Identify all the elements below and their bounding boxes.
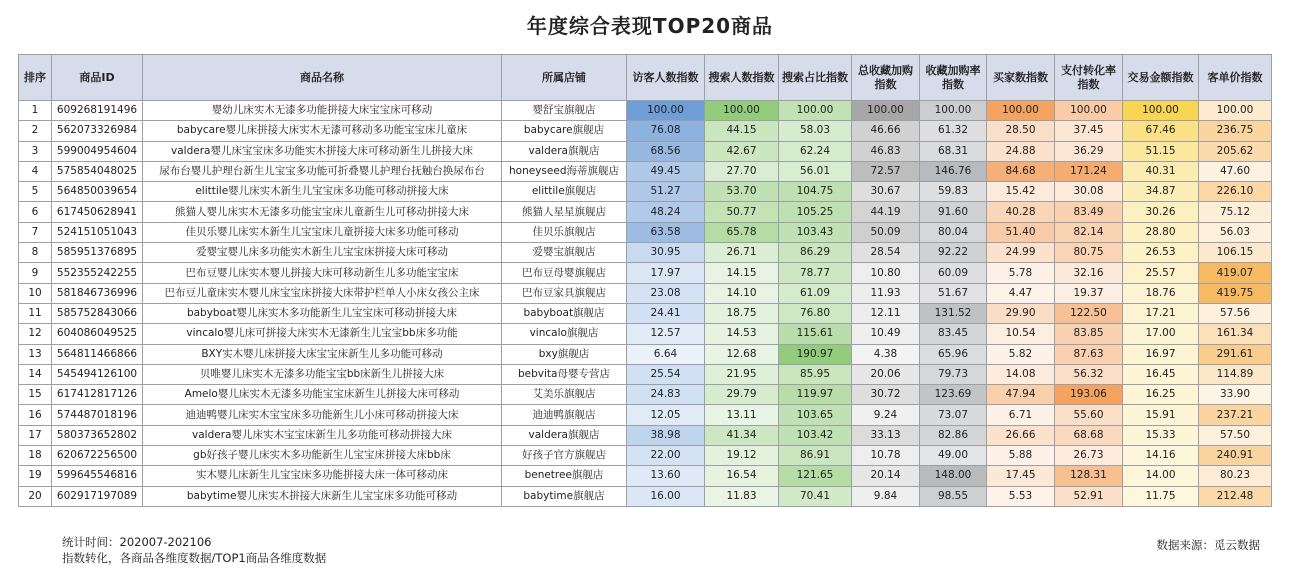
cell-visitors-index: 13.60 bbox=[627, 466, 705, 486]
cell-gmv-index: 40.31 bbox=[1123, 161, 1199, 181]
cell-search-users-index: 21.95 bbox=[705, 364, 779, 384]
cell-product-id: 585951376895 bbox=[52, 243, 143, 263]
cell-aov-index: 80.23 bbox=[1199, 466, 1272, 486]
cell-total-fav-cart-index: 20.06 bbox=[852, 364, 920, 384]
cell-fav-cart-rate-index: 98.55 bbox=[920, 486, 987, 506]
cell-aov-index: 114.89 bbox=[1199, 364, 1272, 384]
cell-search-share-index: 103.42 bbox=[779, 425, 852, 445]
cell-store: valdera旗舰店 bbox=[502, 425, 627, 445]
cell-search-share-index: 115.61 bbox=[779, 324, 852, 344]
table-row bbox=[19, 364, 1272, 384]
cell-gmv-index: 28.80 bbox=[1123, 222, 1199, 242]
cell-visitors-index: 12.57 bbox=[627, 324, 705, 344]
cell-fav-cart-rate-index: 100.00 bbox=[920, 101, 987, 121]
cell-total-fav-cart-index: 11.93 bbox=[852, 283, 920, 303]
cell-product-name: valdera婴儿床实木宝宝床新生儿多功能可移动拼接大床 bbox=[143, 425, 502, 445]
table-row bbox=[19, 202, 1272, 222]
cell-total-fav-cart-index: 20.14 bbox=[852, 466, 920, 486]
col-aov-index: 客单价指数 bbox=[1199, 55, 1272, 101]
cell-pay-conversion-index: 87.63 bbox=[1055, 344, 1123, 364]
cell-search-share-index: 76.80 bbox=[779, 303, 852, 323]
cell-product-name: babytime婴儿床实木拼接大床新生儿宝宝床多功能可移动 bbox=[143, 486, 502, 506]
cell-product-id: 620672256500 bbox=[52, 446, 143, 466]
cell-pay-conversion-index: 193.06 bbox=[1055, 385, 1123, 405]
cell-search-users-index: 14.15 bbox=[705, 263, 779, 283]
cell-rank: 10 bbox=[19, 283, 52, 303]
cell-search-share-index: 62.24 bbox=[779, 141, 852, 161]
cell-buyers-index: 47.94 bbox=[987, 385, 1055, 405]
cell-search-share-index: 56.01 bbox=[779, 161, 852, 181]
cell-store: 佳贝乐旗舰店 bbox=[502, 222, 627, 242]
cell-buyers-index: 10.54 bbox=[987, 324, 1055, 344]
cell-aov-index: 240.91 bbox=[1199, 446, 1272, 466]
cell-search-share-index: 100.00 bbox=[779, 101, 852, 121]
cell-fav-cart-rate-index: 51.67 bbox=[920, 283, 987, 303]
cell-search-users-index: 14.10 bbox=[705, 283, 779, 303]
cell-pay-conversion-index: 55.60 bbox=[1055, 405, 1123, 425]
cell-gmv-index: 67.46 bbox=[1123, 121, 1199, 141]
cell-search-users-index: 27.70 bbox=[705, 161, 779, 181]
cell-fav-cart-rate-index: 82.86 bbox=[920, 425, 987, 445]
cell-rank: 3 bbox=[19, 141, 52, 161]
cell-aov-index: 291.61 bbox=[1199, 344, 1272, 364]
cell-search-users-index: 12.68 bbox=[705, 344, 779, 364]
cell-product-name: 尿布台婴儿护理台新生儿宝宝多功能可折叠婴儿护理台抚触台换尿布台 bbox=[143, 161, 502, 181]
cell-product-name: 贝唯婴儿床实木无漆多功能宝宝bb床新生儿拼接大床 bbox=[143, 364, 502, 384]
cell-product-id: 617450628941 bbox=[52, 202, 143, 222]
cell-aov-index: 56.03 bbox=[1199, 222, 1272, 242]
cell-product-id: 545494126100 bbox=[52, 364, 143, 384]
cell-buyers-index: 24.88 bbox=[987, 141, 1055, 161]
cell-product-name: vincalo婴儿床可拼接大床实木无漆新生儿宝宝bb床多功能 bbox=[143, 324, 502, 344]
cell-store: 巴布豆母婴旗舰店 bbox=[502, 263, 627, 283]
cell-product-id: 564811466866 bbox=[52, 344, 143, 364]
cell-gmv-index: 14.16 bbox=[1123, 446, 1199, 466]
col-product-name: 商品名称 bbox=[143, 55, 502, 101]
cell-search-share-index: 86.91 bbox=[779, 446, 852, 466]
cell-gmv-index: 17.00 bbox=[1123, 324, 1199, 344]
cell-pay-conversion-index: 100.00 bbox=[1055, 101, 1123, 121]
cell-store: benetree旗舰店 bbox=[502, 466, 627, 486]
cell-gmv-index: 14.00 bbox=[1123, 466, 1199, 486]
cell-store: 爱婴宝旗舰店 bbox=[502, 243, 627, 263]
cell-gmv-index: 16.25 bbox=[1123, 385, 1199, 405]
table-row bbox=[19, 425, 1272, 445]
cell-buyers-index: 29.90 bbox=[987, 303, 1055, 323]
cell-total-fav-cart-index: 12.11 bbox=[852, 303, 920, 323]
cell-aov-index: 75.12 bbox=[1199, 202, 1272, 222]
footer-source: 数据来源：觅云数据 bbox=[1156, 538, 1260, 552]
cell-fav-cart-rate-index: 68.31 bbox=[920, 141, 987, 161]
cell-pay-conversion-index: 26.73 bbox=[1055, 446, 1123, 466]
cell-store: babytime旗舰店 bbox=[502, 486, 627, 506]
table-row bbox=[19, 446, 1272, 466]
cell-product-name: babyboat婴儿床实木多功能新生儿宝宝床可移动拼接大床 bbox=[143, 303, 502, 323]
cell-product-id: 602917197089 bbox=[52, 486, 143, 506]
cell-product-id: 574487018196 bbox=[52, 405, 143, 425]
table-row bbox=[19, 101, 1272, 121]
cell-rank: 4 bbox=[19, 161, 52, 181]
cell-visitors-index: 100.00 bbox=[627, 101, 705, 121]
cell-search-users-index: 16.54 bbox=[705, 466, 779, 486]
cell-buyers-index: 15.42 bbox=[987, 182, 1055, 202]
cell-product-name: valdera婴儿床宝宝床多功能实木拼接大床可移动新生儿拼接大床 bbox=[143, 141, 502, 161]
cell-search-users-index: 14.53 bbox=[705, 324, 779, 344]
cell-gmv-index: 15.91 bbox=[1123, 405, 1199, 425]
table-row bbox=[19, 243, 1272, 263]
footer-method: 指数转化，各商品各维度数据/TOP1商品各维度数据 bbox=[62, 551, 327, 565]
cell-fav-cart-rate-index: 123.69 bbox=[920, 385, 987, 405]
cell-rank: 18 bbox=[19, 446, 52, 466]
cell-buyers-index: 84.68 bbox=[987, 161, 1055, 181]
cell-visitors-index: 23.08 bbox=[627, 283, 705, 303]
cell-buyers-index: 28.50 bbox=[987, 121, 1055, 141]
cell-visitors-index: 49.45 bbox=[627, 161, 705, 181]
table-row bbox=[19, 182, 1272, 202]
cell-search-users-index: 26.71 bbox=[705, 243, 779, 263]
cell-rank: 13 bbox=[19, 344, 52, 364]
cell-total-fav-cart-index: 33.13 bbox=[852, 425, 920, 445]
cell-search-share-index: 86.29 bbox=[779, 243, 852, 263]
cell-product-name: Amelo婴儿床实木无漆多功能宝宝床新生儿拼接大床可移动 bbox=[143, 385, 502, 405]
cell-store: 艾美乐旗舰店 bbox=[502, 385, 627, 405]
cell-search-share-index: 103.65 bbox=[779, 405, 852, 425]
cell-rank: 17 bbox=[19, 425, 52, 445]
cell-product-id: 580373652802 bbox=[52, 425, 143, 445]
cell-rank: 6 bbox=[19, 202, 52, 222]
cell-total-fav-cart-index: 10.78 bbox=[852, 446, 920, 466]
col-gmv-index: 交易金额指数 bbox=[1123, 55, 1199, 101]
table-row bbox=[19, 486, 1272, 506]
cell-product-id: 599004954604 bbox=[52, 141, 143, 161]
cell-pay-conversion-index: 37.45 bbox=[1055, 121, 1123, 141]
cell-search-share-index: 121.65 bbox=[779, 466, 852, 486]
cell-gmv-index: 34.87 bbox=[1123, 182, 1199, 202]
cell-gmv-index: 51.15 bbox=[1123, 141, 1199, 161]
cell-store: elittile旗舰店 bbox=[502, 182, 627, 202]
cell-pay-conversion-index: 32.16 bbox=[1055, 263, 1123, 283]
cell-rank: 16 bbox=[19, 405, 52, 425]
cell-visitors-index: 12.05 bbox=[627, 405, 705, 425]
cell-aov-index: 57.56 bbox=[1199, 303, 1272, 323]
cell-buyers-index: 5.82 bbox=[987, 344, 1055, 364]
cell-search-share-index: 70.41 bbox=[779, 486, 852, 506]
col-pay-conversion-index: 支付转化率指数 bbox=[1055, 55, 1123, 101]
cell-buyers-index: 4.47 bbox=[987, 283, 1055, 303]
cell-search-users-index: 53.70 bbox=[705, 182, 779, 202]
cell-aov-index: 57.50 bbox=[1199, 425, 1272, 445]
cell-visitors-index: 63.58 bbox=[627, 222, 705, 242]
cell-store: valdera旗舰店 bbox=[502, 141, 627, 161]
cell-visitors-index: 76.08 bbox=[627, 121, 705, 141]
cell-fav-cart-rate-index: 80.04 bbox=[920, 222, 987, 242]
cell-search-users-index: 100.00 bbox=[705, 101, 779, 121]
cell-aov-index: 419.75 bbox=[1199, 283, 1272, 303]
cell-buyers-index: 100.00 bbox=[987, 101, 1055, 121]
cell-pay-conversion-index: 19.37 bbox=[1055, 283, 1123, 303]
cell-fav-cart-rate-index: 92.22 bbox=[920, 243, 987, 263]
cell-product-id: 604086049525 bbox=[52, 324, 143, 344]
cell-fav-cart-rate-index: 83.45 bbox=[920, 324, 987, 344]
cell-total-fav-cart-index: 9.84 bbox=[852, 486, 920, 506]
cell-pay-conversion-index: 83.85 bbox=[1055, 324, 1123, 344]
table-row bbox=[19, 222, 1272, 242]
cell-store: 婴舒宝旗舰店 bbox=[502, 101, 627, 121]
cell-gmv-index: 18.76 bbox=[1123, 283, 1199, 303]
cell-pay-conversion-index: 83.49 bbox=[1055, 202, 1123, 222]
cell-visitors-index: 38.98 bbox=[627, 425, 705, 445]
cell-rank: 9 bbox=[19, 263, 52, 283]
cell-buyers-index: 24.99 bbox=[987, 243, 1055, 263]
cell-total-fav-cart-index: 72.57 bbox=[852, 161, 920, 181]
cell-total-fav-cart-index: 46.83 bbox=[852, 141, 920, 161]
cell-product-name: elittile婴儿床实木新生儿宝宝床多功能可移动拼接大床 bbox=[143, 182, 502, 202]
cell-visitors-index: 51.27 bbox=[627, 182, 705, 202]
table-row bbox=[19, 161, 1272, 181]
cell-product-id: 575854048025 bbox=[52, 161, 143, 181]
cell-search-users-index: 11.83 bbox=[705, 486, 779, 506]
cell-total-fav-cart-index: 30.72 bbox=[852, 385, 920, 405]
cell-product-name: gb好孩子婴儿床实木多功能新生儿宝宝床拼接大床bb床 bbox=[143, 446, 502, 466]
cell-gmv-index: 25.57 bbox=[1123, 263, 1199, 283]
cell-store: 熊猫人星星旗舰店 bbox=[502, 202, 627, 222]
cell-search-share-index: 190.97 bbox=[779, 344, 852, 364]
cell-aov-index: 47.60 bbox=[1199, 161, 1272, 181]
cell-search-users-index: 19.12 bbox=[705, 446, 779, 466]
table-header-row bbox=[19, 55, 1272, 101]
cell-store: vincalo旗舰店 bbox=[502, 324, 627, 344]
cell-gmv-index: 11.75 bbox=[1123, 486, 1199, 506]
cell-pay-conversion-index: 56.32 bbox=[1055, 364, 1123, 384]
page-title: 年度综合表现TOP20商品 bbox=[526, 14, 774, 38]
cell-product-name: babycare婴儿床拼接大床实木无漆可移动多功能宝宝床儿童床 bbox=[143, 121, 502, 141]
cell-visitors-index: 68.56 bbox=[627, 141, 705, 161]
cell-product-name: 巴布豆婴儿床实木婴儿拼接大床可移动新生儿多功能宝宝床 bbox=[143, 263, 502, 283]
cell-store: bebvita母婴专营店 bbox=[502, 364, 627, 384]
col-fav-cart-rate-index: 收藏加购率指数 bbox=[920, 55, 987, 101]
cell-aov-index: 33.90 bbox=[1199, 385, 1272, 405]
col-visitors-index: 访客人数指数 bbox=[627, 55, 705, 101]
table-row bbox=[19, 283, 1272, 303]
cell-search-share-index: 61.09 bbox=[779, 283, 852, 303]
cell-total-fav-cart-index: 10.49 bbox=[852, 324, 920, 344]
cell-total-fav-cart-index: 50.09 bbox=[852, 222, 920, 242]
cell-product-id: 609268191496 bbox=[52, 101, 143, 121]
cell-fav-cart-rate-index: 131.52 bbox=[920, 303, 987, 323]
cell-buyers-index: 40.28 bbox=[987, 202, 1055, 222]
cell-gmv-index: 16.97 bbox=[1123, 344, 1199, 364]
cell-visitors-index: 16.00 bbox=[627, 486, 705, 506]
cell-search-users-index: 44.15 bbox=[705, 121, 779, 141]
table-row bbox=[19, 141, 1272, 161]
cell-product-name: 实木婴儿床新生儿宝宝床多功能拼接大床一体可移动床 bbox=[143, 466, 502, 486]
cell-rank: 12 bbox=[19, 324, 52, 344]
cell-pay-conversion-index: 80.75 bbox=[1055, 243, 1123, 263]
cell-product-id: 581846736996 bbox=[52, 283, 143, 303]
cell-store: bxy旗舰店 bbox=[502, 344, 627, 364]
cell-pay-conversion-index: 171.24 bbox=[1055, 161, 1123, 181]
cell-aov-index: 106.15 bbox=[1199, 243, 1272, 263]
cell-visitors-index: 25.54 bbox=[627, 364, 705, 384]
cell-gmv-index: 100.00 bbox=[1123, 101, 1199, 121]
cell-pay-conversion-index: 36.29 bbox=[1055, 141, 1123, 161]
cell-store: babycare旗舰店 bbox=[502, 121, 627, 141]
cell-rank: 19 bbox=[19, 466, 52, 486]
table-row bbox=[19, 324, 1272, 344]
cell-product-id: 599645546816 bbox=[52, 466, 143, 486]
cell-gmv-index: 17.21 bbox=[1123, 303, 1199, 323]
cell-search-users-index: 65.78 bbox=[705, 222, 779, 242]
cell-total-fav-cart-index: 46.66 bbox=[852, 121, 920, 141]
cell-search-users-index: 41.34 bbox=[705, 425, 779, 445]
table-row bbox=[19, 263, 1272, 283]
cell-fav-cart-rate-index: 60.09 bbox=[920, 263, 987, 283]
cell-fav-cart-rate-index: 148.00 bbox=[920, 466, 987, 486]
cell-rank: 11 bbox=[19, 303, 52, 323]
cell-product-name: 爱婴宝婴儿床多功能实木新生儿宝宝床拼接大床可移动 bbox=[143, 243, 502, 263]
cell-store: honeyseed海蒂旗舰店 bbox=[502, 161, 627, 181]
cell-gmv-index: 26.53 bbox=[1123, 243, 1199, 263]
cell-product-name: BXY实木婴儿床拼接大床宝宝床新生儿多功能可移动 bbox=[143, 344, 502, 364]
cell-gmv-index: 16.45 bbox=[1123, 364, 1199, 384]
col-search-share-index: 搜索占比指数 bbox=[779, 55, 852, 101]
cell-fav-cart-rate-index: 65.96 bbox=[920, 344, 987, 364]
cell-rank: 15 bbox=[19, 385, 52, 405]
cell-total-fav-cart-index: 4.38 bbox=[852, 344, 920, 364]
top20-table bbox=[18, 54, 1272, 507]
cell-buyers-index: 5.53 bbox=[987, 486, 1055, 506]
table-row bbox=[19, 385, 1272, 405]
cell-search-users-index: 18.75 bbox=[705, 303, 779, 323]
cell-buyers-index: 17.45 bbox=[987, 466, 1055, 486]
cell-pay-conversion-index: 82.14 bbox=[1055, 222, 1123, 242]
cell-search-share-index: 103.43 bbox=[779, 222, 852, 242]
cell-store: babyboat旗舰店 bbox=[502, 303, 627, 323]
cell-aov-index: 419.07 bbox=[1199, 263, 1272, 283]
cell-store: 巴布豆家具旗舰店 bbox=[502, 283, 627, 303]
cell-total-fav-cart-index: 44.19 bbox=[852, 202, 920, 222]
col-product-id: 商品ID bbox=[52, 55, 143, 101]
cell-visitors-index: 22.00 bbox=[627, 446, 705, 466]
cell-fav-cart-rate-index: 91.60 bbox=[920, 202, 987, 222]
cell-fav-cart-rate-index: 146.76 bbox=[920, 161, 987, 181]
cell-product-name: 熊猫人婴儿床实木无漆多功能宝宝床儿童新生儿可移动拼接大床 bbox=[143, 202, 502, 222]
cell-search-users-index: 50.77 bbox=[705, 202, 779, 222]
cell-search-users-index: 29.79 bbox=[705, 385, 779, 405]
cell-store: 好孩子官方旗舰店 bbox=[502, 446, 627, 466]
cell-rank: 2 bbox=[19, 121, 52, 141]
cell-aov-index: 205.62 bbox=[1199, 141, 1272, 161]
cell-rank: 7 bbox=[19, 222, 52, 242]
cell-search-share-index: 104.75 bbox=[779, 182, 852, 202]
cell-fav-cart-rate-index: 79.73 bbox=[920, 364, 987, 384]
col-search-users-index: 搜索人数指数 bbox=[705, 55, 779, 101]
cell-total-fav-cart-index: 100.00 bbox=[852, 101, 920, 121]
cell-pay-conversion-index: 122.50 bbox=[1055, 303, 1123, 323]
cell-search-share-index: 119.97 bbox=[779, 385, 852, 405]
cell-aov-index: 100.00 bbox=[1199, 101, 1272, 121]
cell-product-id: 562073326984 bbox=[52, 121, 143, 141]
cell-search-users-index: 13.11 bbox=[705, 405, 779, 425]
cell-product-name: 婴幼儿床实木无漆多功能拼接大床宝宝床可移动 bbox=[143, 101, 502, 121]
table-row bbox=[19, 303, 1272, 323]
cell-product-id: 552355242255 bbox=[52, 263, 143, 283]
cell-product-id: 524151051043 bbox=[52, 222, 143, 242]
cell-visitors-index: 30.95 bbox=[627, 243, 705, 263]
cell-visitors-index: 24.83 bbox=[627, 385, 705, 405]
cell-search-share-index: 78.77 bbox=[779, 263, 852, 283]
cell-visitors-index: 17.97 bbox=[627, 263, 705, 283]
cell-store: 迪迪鸭旗舰店 bbox=[502, 405, 627, 425]
col-rank: 排序 bbox=[19, 55, 52, 101]
cell-visitors-index: 24.41 bbox=[627, 303, 705, 323]
cell-aov-index: 236.75 bbox=[1199, 121, 1272, 141]
cell-buyers-index: 51.40 bbox=[987, 222, 1055, 242]
cell-fav-cart-rate-index: 61.32 bbox=[920, 121, 987, 141]
cell-gmv-index: 30.26 bbox=[1123, 202, 1199, 222]
col-store: 所属店铺 bbox=[502, 55, 627, 101]
table-row bbox=[19, 405, 1272, 425]
cell-buyers-index: 5.78 bbox=[987, 263, 1055, 283]
cell-rank: 20 bbox=[19, 486, 52, 506]
cell-rank: 1 bbox=[19, 101, 52, 121]
cell-gmv-index: 15.33 bbox=[1123, 425, 1199, 445]
table-row bbox=[19, 344, 1272, 364]
cell-pay-conversion-index: 128.31 bbox=[1055, 466, 1123, 486]
cell-product-name: 迪迪鸭婴儿床实木宝宝床多功能新生儿小床可移动拼接大床 bbox=[143, 405, 502, 425]
col-total-fav-cart-index: 总收藏加购指数 bbox=[852, 55, 920, 101]
cell-pay-conversion-index: 52.91 bbox=[1055, 486, 1123, 506]
cell-buyers-index: 5.88 bbox=[987, 446, 1055, 466]
cell-visitors-index: 48.24 bbox=[627, 202, 705, 222]
cell-fav-cart-rate-index: 59.83 bbox=[920, 182, 987, 202]
cell-product-id: 564850039654 bbox=[52, 182, 143, 202]
table-row bbox=[19, 121, 1272, 141]
cell-aov-index: 226.10 bbox=[1199, 182, 1272, 202]
footer-period: 统计时间：202007-202106 bbox=[62, 535, 212, 549]
cell-product-id: 617412817126 bbox=[52, 385, 143, 405]
cell-visitors-index: 6.64 bbox=[627, 344, 705, 364]
table-row bbox=[19, 466, 1272, 486]
cell-pay-conversion-index: 68.68 bbox=[1055, 425, 1123, 445]
cell-rank: 14 bbox=[19, 364, 52, 384]
cell-total-fav-cart-index: 28.54 bbox=[852, 243, 920, 263]
cell-search-share-index: 85.95 bbox=[779, 364, 852, 384]
cell-search-users-index: 42.67 bbox=[705, 141, 779, 161]
cell-product-name: 佳贝乐婴儿床实木新生儿宝宝床儿童拼接大床多功能可移动 bbox=[143, 222, 502, 242]
cell-total-fav-cart-index: 9.24 bbox=[852, 405, 920, 425]
cell-total-fav-cart-index: 30.67 bbox=[852, 182, 920, 202]
cell-search-share-index: 105.25 bbox=[779, 202, 852, 222]
cell-fav-cart-rate-index: 73.07 bbox=[920, 405, 987, 425]
col-buyers-index: 买家数指数 bbox=[987, 55, 1055, 101]
cell-buyers-index: 26.66 bbox=[987, 425, 1055, 445]
cell-total-fav-cart-index: 10.80 bbox=[852, 263, 920, 283]
cell-rank: 8 bbox=[19, 243, 52, 263]
cell-buyers-index: 6.71 bbox=[987, 405, 1055, 425]
cell-fav-cart-rate-index: 49.00 bbox=[920, 446, 987, 466]
cell-aov-index: 212.48 bbox=[1199, 486, 1272, 506]
cell-product-id: 585752843066 bbox=[52, 303, 143, 323]
cell-rank: 5 bbox=[19, 182, 52, 202]
cell-product-name: 巴布豆儿童床实木婴儿床宝宝床拼接大床带护栏单人小床女孩公主床 bbox=[143, 283, 502, 303]
cell-aov-index: 237.21 bbox=[1199, 405, 1272, 425]
cell-aov-index: 161.34 bbox=[1199, 324, 1272, 344]
cell-buyers-index: 14.08 bbox=[987, 364, 1055, 384]
cell-search-share-index: 58.03 bbox=[779, 121, 852, 141]
cell-pay-conversion-index: 30.08 bbox=[1055, 182, 1123, 202]
